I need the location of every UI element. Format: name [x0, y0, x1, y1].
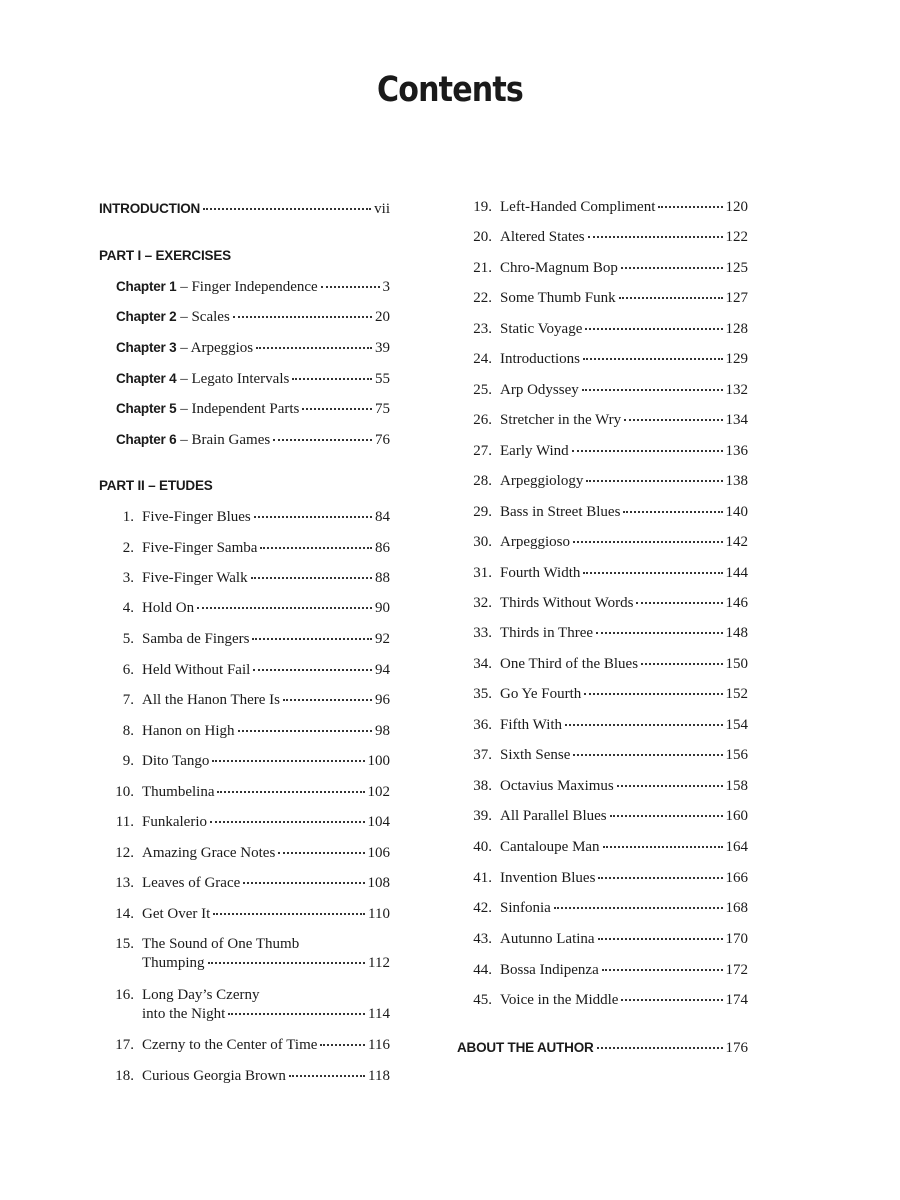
etude-title: Chro-Magnum Bop	[500, 260, 618, 276]
dot-leader	[641, 663, 722, 665]
toc-entry-chapter[interactable]	[116, 277, 390, 297]
etude-title: Early Wind	[500, 443, 569, 459]
toc-entry-etude[interactable]	[466, 198, 748, 217]
etude-title: Amazing Grace Notes	[142, 845, 276, 861]
dot-leader	[283, 699, 372, 701]
toc-entry-etude[interactable]	[108, 874, 390, 893]
dot-leader	[228, 1013, 365, 1015]
dot-leader	[238, 730, 373, 732]
dot-leader	[573, 541, 723, 543]
page-number: 104	[367, 814, 390, 830]
etude-title: Sinfonia	[500, 900, 551, 916]
etude-title: Bass in Street Blues	[500, 504, 621, 520]
etude-number: 16.	[115, 987, 134, 1003]
toc-entry-etude[interactable]	[466, 503, 748, 522]
page-number: 134	[725, 412, 748, 428]
dot-leader	[203, 208, 371, 210]
page-number: 132	[725, 382, 748, 398]
etude-number: 32.	[473, 595, 492, 611]
dot-leader	[210, 821, 365, 823]
toc-entry-etude[interactable]	[466, 930, 748, 949]
dot-leader	[583, 572, 722, 574]
dot-leader	[565, 724, 722, 726]
etude-number: 1.	[122, 509, 134, 525]
page-number: 98	[375, 723, 390, 739]
part-heading	[99, 476, 390, 495]
toc-entry-etude[interactable]	[466, 259, 748, 278]
etude-number: 21.	[473, 260, 492, 276]
toc-entry-etude[interactable]	[466, 350, 748, 369]
dot-leader	[321, 286, 380, 288]
dot-leader	[588, 236, 723, 238]
page-number: 142	[725, 534, 748, 550]
etude-title: Left-Handed Compliment	[500, 199, 656, 215]
toc-entry-etude[interactable]	[466, 624, 748, 643]
page-number: 90	[375, 600, 390, 616]
etude-title: Five-Finger Samba	[142, 540, 258, 556]
etude-number: 20.	[473, 229, 492, 245]
chapter-label: Chapter 4	[116, 371, 177, 386]
toc-entry-etude[interactable]	[108, 844, 390, 863]
toc-entry-etude[interactable]	[466, 564, 748, 583]
page-number: 120	[725, 199, 748, 215]
etude-title: Altered States	[500, 229, 585, 245]
etude-number: 27.	[473, 443, 492, 459]
page-number: 127	[725, 290, 748, 306]
etude-title: Static Voyage	[500, 321, 583, 337]
page-number: 166	[725, 870, 748, 886]
etude-number: 3.	[122, 570, 134, 586]
toc-entry-etude[interactable]	[466, 381, 748, 400]
dot-leader	[617, 785, 723, 787]
etude-title: Five-Finger Walk	[142, 570, 248, 586]
page-number: 125	[725, 260, 748, 276]
etude-title: All Parallel Blues	[500, 808, 607, 824]
dot-leader	[619, 297, 723, 299]
toc-entry-chapter[interactable]	[116, 338, 390, 358]
etude-number: 9.	[122, 753, 134, 769]
toc-entry-etude[interactable]	[108, 569, 390, 588]
toc-entry-etude[interactable]	[466, 411, 748, 430]
etude-title: Sixth Sense	[500, 747, 571, 763]
etude-number: 15.	[115, 936, 134, 952]
toc-entry-etude[interactable]	[466, 869, 748, 888]
etude-title: Fourth Width	[500, 565, 581, 581]
dot-leader	[208, 962, 366, 964]
page-number: 160	[725, 808, 748, 824]
etude-number: 11.	[115, 814, 134, 830]
entry-label: ABOUT THE AUTHOR	[457, 1040, 594, 1055]
etude-title: Leaves of Grace	[142, 875, 241, 891]
etude-number: 35.	[473, 686, 492, 702]
page-number: 154	[725, 717, 748, 733]
toc-entry-etude[interactable]	[466, 655, 748, 674]
dot-leader	[292, 378, 372, 380]
etude-number: 42.	[473, 900, 492, 916]
dot-leader	[233, 316, 372, 318]
toc-entry-etude[interactable]	[108, 783, 390, 802]
etude-title: Voice in the Middle	[500, 992, 619, 1008]
etude-number: 26.	[473, 412, 492, 428]
page-number: 156	[725, 747, 748, 763]
page-number: 112	[368, 955, 390, 971]
toc-entry-etude[interactable]	[466, 777, 748, 796]
etude-number: 45.	[473, 992, 492, 1008]
page-number: 3	[382, 279, 390, 295]
page-title: Contents	[377, 70, 523, 110]
etude-title: Cantaloupe Man	[500, 839, 600, 855]
page-number: 138	[725, 473, 748, 489]
etude-title: Held Without Fail	[142, 662, 251, 678]
page-number: 168	[725, 900, 748, 916]
dot-leader	[253, 669, 372, 671]
etude-number: 19.	[473, 199, 492, 215]
toc-entry-etude[interactable]	[108, 539, 390, 558]
dot-leader	[243, 882, 364, 884]
page-number: 152	[725, 686, 748, 702]
dot-leader	[572, 450, 723, 452]
etude-number: 31.	[473, 565, 492, 581]
dot-leader	[583, 358, 723, 360]
page-number: 170	[725, 931, 748, 947]
dot-leader	[596, 632, 722, 634]
chapter-label: Chapter 2	[116, 309, 177, 324]
etude-title: One Third of the Blues	[500, 656, 639, 672]
etude-title: Thumbelina	[142, 784, 215, 800]
page-number: 114	[368, 1006, 390, 1022]
etude-title: Thirds Without Words	[500, 595, 634, 611]
part-heading	[99, 246, 390, 265]
page-number: 94	[375, 662, 390, 678]
page-number: 86	[375, 540, 390, 556]
page-number: 108	[367, 875, 390, 891]
etude-title: Some Thumb Funk	[500, 290, 616, 306]
page-number: 174	[725, 992, 748, 1008]
etude-title: Stretcher in the Wry	[500, 412, 622, 428]
etude-title: Go Ye Fourth	[500, 686, 582, 702]
dot-leader	[598, 938, 723, 940]
page-number: 100	[367, 753, 390, 769]
etude-number: 40.	[473, 839, 492, 855]
etude-number: 22.	[473, 290, 492, 306]
page-number: 76	[375, 432, 390, 448]
toc-entry-etude[interactable]	[108, 1067, 390, 1086]
etude-title: Arpeggiology	[500, 473, 584, 489]
dot-leader	[254, 516, 372, 518]
toc-entry-etude[interactable]	[466, 228, 748, 247]
dot-leader	[610, 815, 723, 817]
dot-leader	[584, 693, 722, 695]
dot-leader	[602, 969, 723, 971]
chapter-title: – Independent Parts	[176, 401, 300, 417]
etude-number: 33.	[473, 625, 492, 641]
etude-title: Hold On	[142, 600, 195, 616]
dot-leader	[585, 328, 722, 330]
dot-leader	[582, 389, 723, 391]
dot-leader	[302, 408, 372, 410]
page-number: 20	[375, 309, 390, 325]
toc-entry-chapter[interactable]	[116, 307, 390, 327]
etude-title: Five-Finger Blues	[142, 509, 251, 525]
page-number: 84	[375, 509, 390, 525]
page-number: 148	[725, 625, 748, 641]
toc-entry-etude[interactable]	[108, 935, 390, 973]
toc-entry-etude[interactable]	[466, 899, 748, 918]
etude-number: 13.	[115, 875, 134, 891]
etude-number: 17.	[115, 1037, 134, 1053]
chapter-title: – Legato Intervals	[176, 371, 290, 387]
page-number: 140	[725, 504, 748, 520]
etude-number: 28.	[473, 473, 492, 489]
etude-title: Arpeggioso	[500, 534, 570, 550]
toc-entry-etude[interactable]	[108, 813, 390, 832]
etude-title: All the Hanon There Is	[142, 692, 281, 708]
toc-entry-etude[interactable]	[466, 442, 748, 461]
dot-leader	[623, 511, 722, 513]
toc-entry-etude[interactable]	[108, 752, 390, 771]
etude-title: The Sound of One Thumb	[142, 936, 300, 952]
page-number: 96	[375, 692, 390, 708]
etude-number: 14.	[115, 906, 134, 922]
dot-leader	[251, 577, 372, 579]
toc-entry-etude[interactable]	[466, 472, 748, 491]
etude-title: Fifth With	[500, 717, 563, 733]
etude-title: Curious Georgia Brown	[142, 1068, 286, 1084]
chapter-label: Chapter 3	[116, 340, 177, 355]
page-number: 110	[368, 906, 390, 922]
etude-number: 25.	[473, 382, 492, 398]
toc-entry-etude[interactable]	[466, 991, 748, 1010]
chapter-label: Chapter 6	[116, 432, 177, 447]
etude-number: 23.	[473, 321, 492, 337]
page-number: 102	[367, 784, 390, 800]
etude-title: Hanon on High	[142, 723, 235, 739]
etude-number: 29.	[473, 504, 492, 520]
etude-title: Funkalerio	[142, 814, 207, 830]
etude-title: Octavius Maximus	[500, 778, 614, 794]
etude-number: 44.	[473, 962, 492, 978]
etude-title-continued: into the Night	[142, 1006, 226, 1022]
etude-number: 5.	[122, 631, 134, 647]
dot-leader	[278, 852, 364, 854]
page-number: 164	[725, 839, 748, 855]
page-number: 176	[725, 1040, 748, 1056]
dot-leader	[554, 907, 723, 909]
toc-entry-etude[interactable]	[108, 1036, 390, 1055]
toc-entry-chapter[interactable]	[116, 369, 390, 389]
page-number: 55	[375, 371, 390, 387]
page-number: 106	[367, 845, 390, 861]
etude-number: 18.	[115, 1068, 134, 1084]
etude-number: 43.	[473, 931, 492, 947]
toc-entry-etude[interactable]	[466, 685, 748, 704]
dot-leader	[658, 206, 722, 208]
toc-entry-etude[interactable]	[108, 661, 390, 680]
page-number: 118	[368, 1068, 390, 1084]
page-number: 136	[725, 443, 748, 459]
etude-title: Dito Tango	[142, 753, 210, 769]
etude-number: 2.	[122, 540, 134, 556]
dot-leader	[289, 1075, 365, 1077]
etude-number: 38.	[473, 778, 492, 794]
chapter-label: Chapter 1	[116, 279, 177, 294]
toc-entry-etude[interactable]	[466, 716, 748, 735]
toc-entry-etude[interactable]	[108, 986, 390, 1024]
etude-number: 24.	[473, 351, 492, 367]
dot-leader	[636, 602, 722, 604]
chapter-label: Chapter 5	[116, 401, 177, 416]
dot-leader	[624, 419, 722, 421]
page-number: 172	[725, 962, 748, 978]
etude-number: 36.	[473, 717, 492, 733]
page-number: 129	[725, 351, 748, 367]
etude-number: 41.	[473, 870, 492, 886]
toc-entry-etude[interactable]	[466, 807, 748, 826]
dot-leader	[598, 877, 722, 879]
part-heading-label: PART II – ETUDES	[99, 478, 213, 493]
dot-leader	[273, 439, 372, 441]
etude-title: Invention Blues	[500, 870, 596, 886]
page-number: vii	[374, 201, 390, 217]
dot-leader	[252, 638, 372, 640]
etude-number: 37.	[473, 747, 492, 763]
toc-entry-etude[interactable]	[108, 630, 390, 649]
page-number: 88	[375, 570, 390, 586]
toc-entry-etude[interactable]	[466, 838, 748, 857]
etude-title: Czerny to the Center of Time	[142, 1037, 318, 1053]
etude-title: Bossa Indipenza	[500, 962, 599, 978]
etude-title: Get Over It	[142, 906, 211, 922]
etude-number: 7.	[122, 692, 134, 708]
toc-entry-introduction[interactable]	[99, 199, 390, 219]
toc-entry-etude[interactable]	[108, 722, 390, 741]
chapter-title: – Brain Games	[176, 432, 271, 448]
entry-label: INTRODUCTION	[99, 201, 201, 216]
etude-number: 6.	[122, 662, 134, 678]
etude-title: Autunno Latina	[500, 931, 595, 947]
dot-leader	[217, 791, 364, 793]
dot-leader	[197, 607, 372, 609]
page-number: 144	[725, 565, 748, 581]
page-number: 150	[725, 656, 748, 672]
dot-leader	[621, 267, 723, 269]
page-number: 128	[725, 321, 748, 337]
dot-leader	[603, 846, 723, 848]
chapter-title: – Finger Independence	[176, 279, 318, 295]
toc-entry-etude[interactable]	[466, 594, 748, 613]
toc-entry-etude[interactable]	[466, 320, 748, 339]
etude-number: 8.	[122, 723, 134, 739]
dot-leader	[597, 1047, 723, 1049]
page-number: 39	[375, 340, 390, 356]
dot-leader	[256, 347, 372, 349]
etude-title: Thirds in Three	[500, 625, 594, 641]
etude-number: 10.	[115, 784, 134, 800]
chapter-title: – Scales	[176, 309, 230, 325]
toc-entry-about-author[interactable]	[457, 1038, 748, 1058]
dot-leader	[621, 999, 722, 1001]
dot-leader	[320, 1044, 365, 1046]
etude-number: 12.	[115, 845, 134, 861]
toc-entry-etude[interactable]	[108, 599, 390, 618]
dot-leader	[260, 547, 372, 549]
dot-leader	[573, 754, 722, 756]
toc-entry-chapter[interactable]	[116, 430, 390, 450]
toc-entry-etude[interactable]	[466, 746, 748, 765]
page-number: 158	[725, 778, 748, 794]
page-number: 92	[375, 631, 390, 647]
dot-leader	[213, 913, 365, 915]
toc-entry-chapter[interactable]	[116, 399, 390, 419]
toc-entry-etude[interactable]	[466, 533, 748, 552]
etude-title: Arp Odyssey	[500, 382, 579, 398]
page-number: 146	[725, 595, 748, 611]
toc-entry-etude[interactable]	[466, 961, 748, 980]
etude-number: 4.	[122, 600, 134, 616]
dot-leader	[212, 760, 364, 762]
toc-entry-etude[interactable]	[108, 508, 390, 527]
etude-number: 39.	[473, 808, 492, 824]
etude-title: Samba de Fingers	[142, 631, 250, 647]
toc-entry-etude[interactable]	[466, 289, 748, 308]
toc-entry-etude[interactable]	[108, 905, 390, 924]
dot-leader	[586, 480, 722, 482]
part-heading-label: PART I – EXERCISES	[99, 248, 231, 263]
etude-number: 30.	[473, 534, 492, 550]
chapter-title: – Arpeggios	[176, 340, 254, 356]
toc-entry-etude[interactable]	[108, 691, 390, 710]
page-number: 75	[375, 401, 390, 417]
etude-number: 34.	[473, 656, 492, 672]
page-number: 116	[368, 1037, 390, 1053]
etude-title-continued: Thumping	[142, 955, 205, 971]
page-number: 122	[725, 229, 748, 245]
etude-title: Introductions	[500, 351, 580, 367]
etude-title: Long Day’s Czerny	[142, 987, 260, 1003]
